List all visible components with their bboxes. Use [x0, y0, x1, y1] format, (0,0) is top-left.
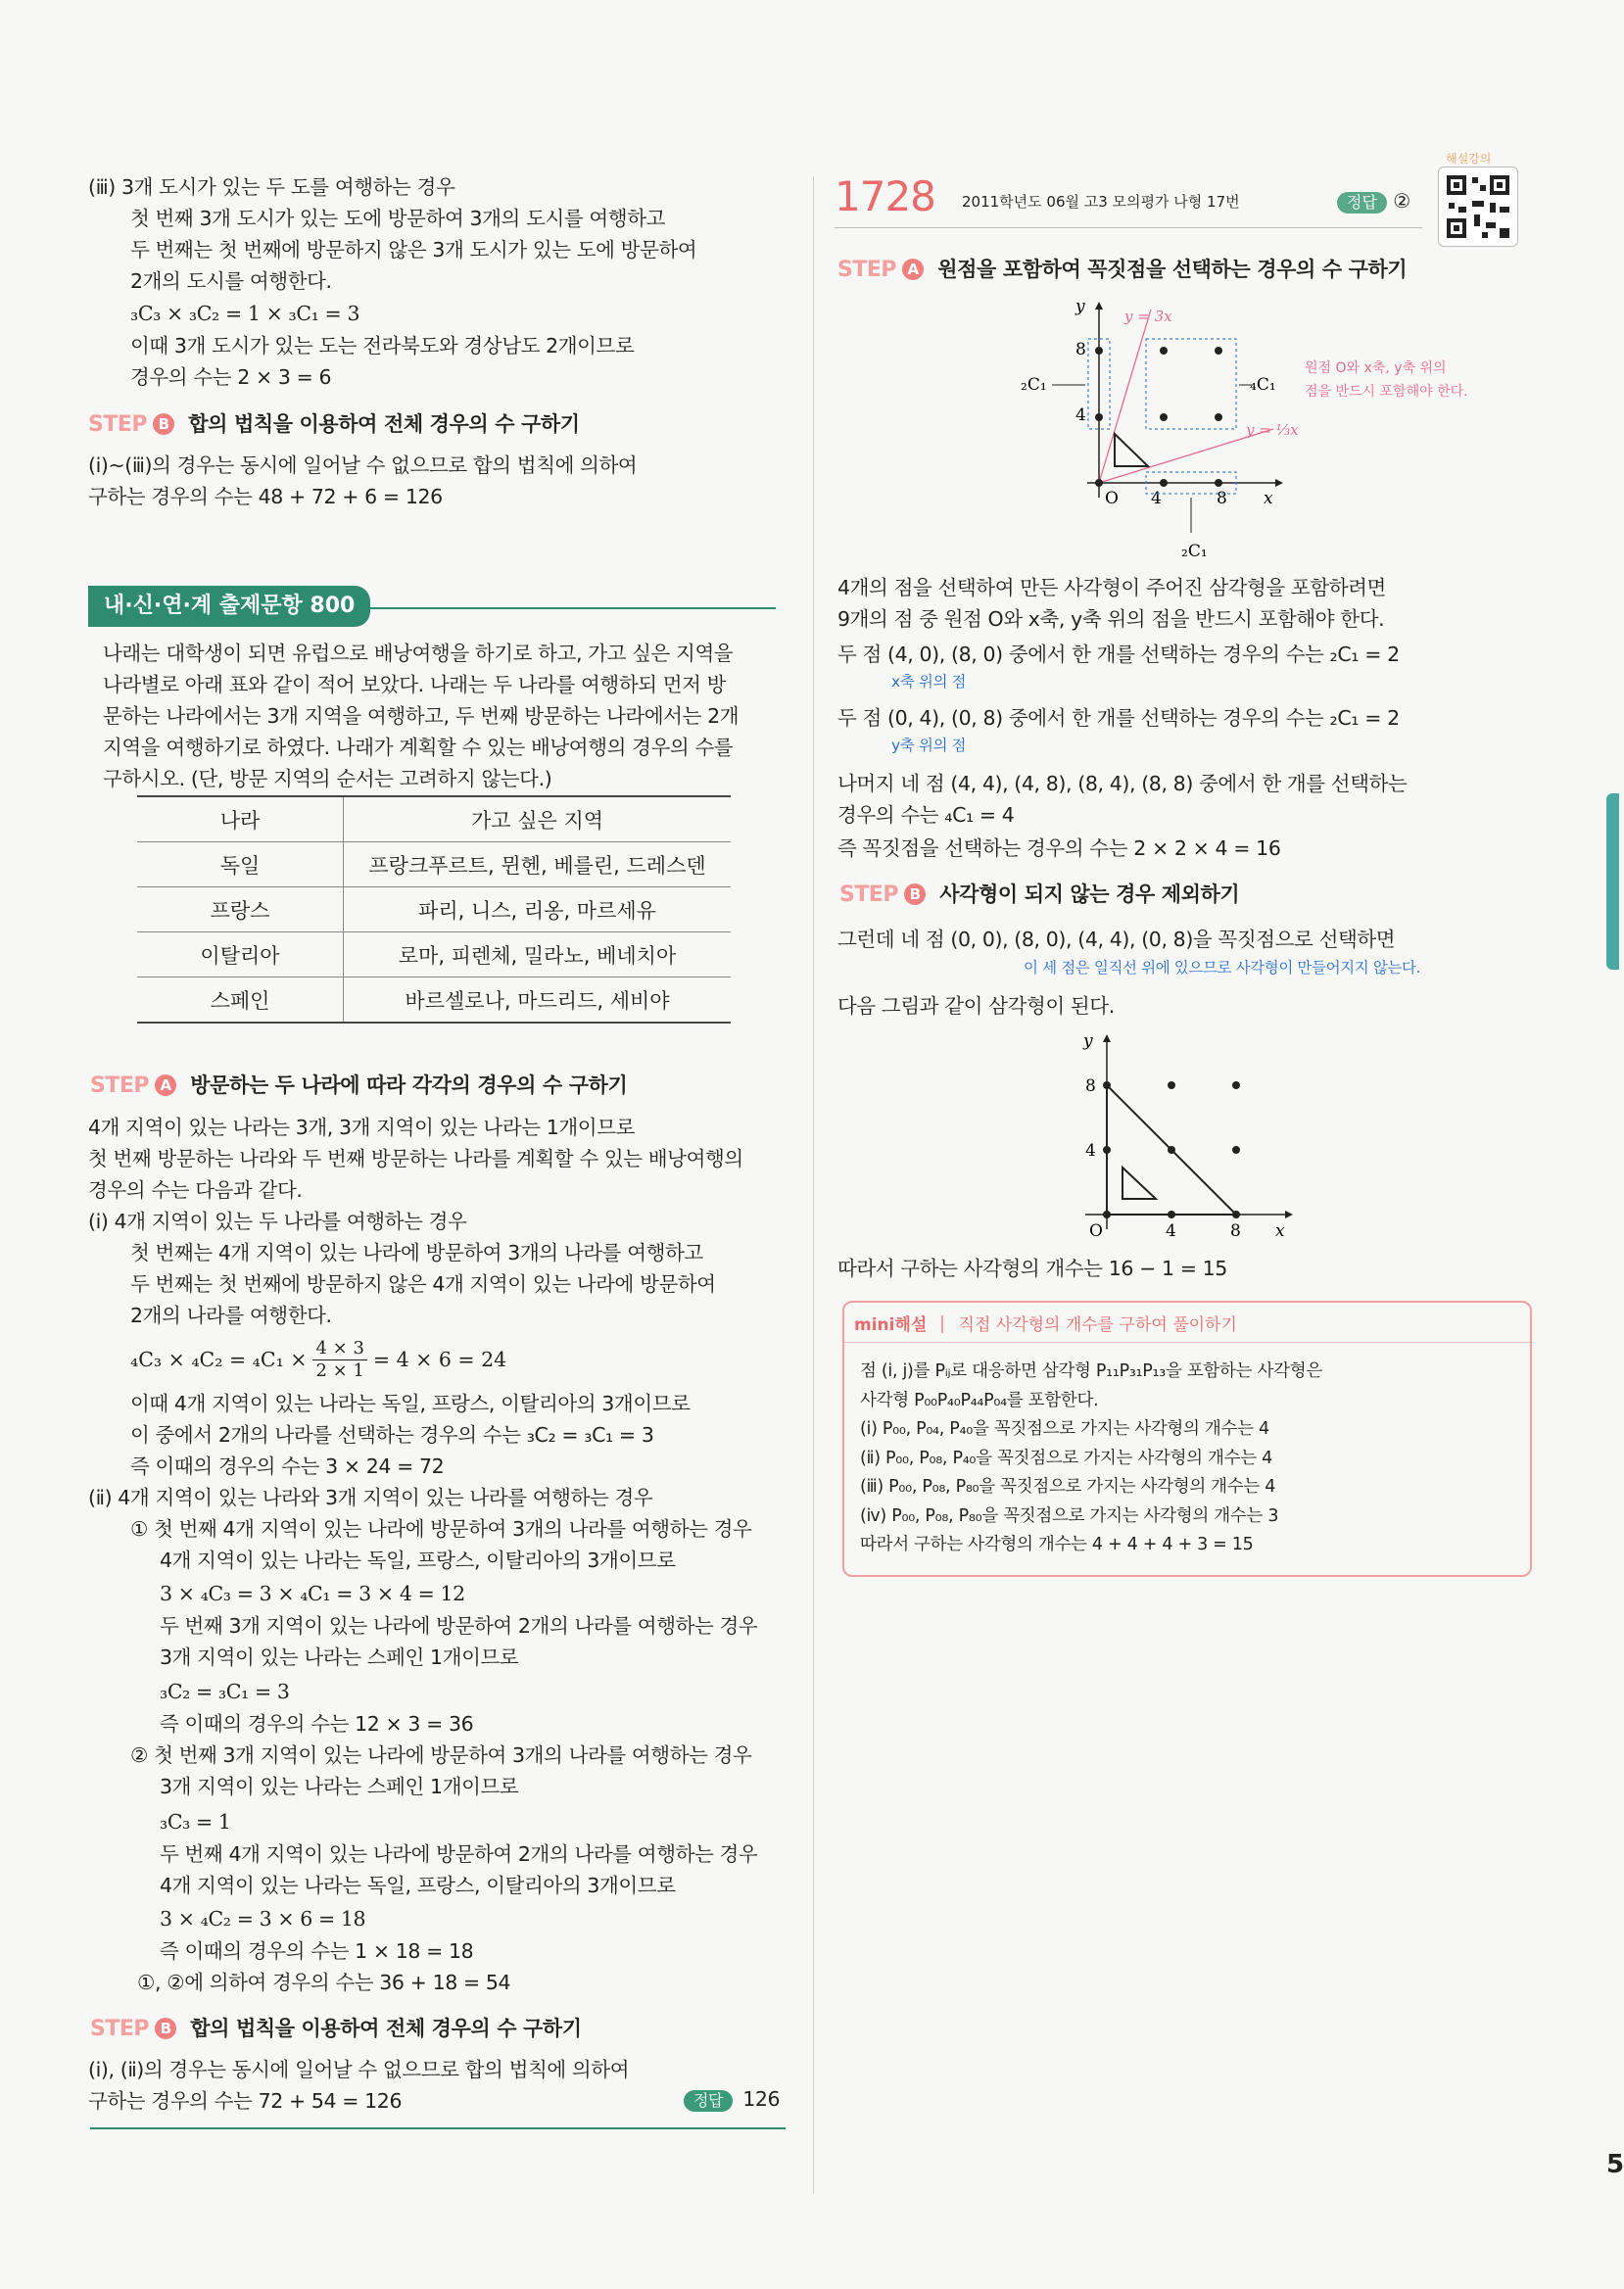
step-tag: STEP [90, 1073, 150, 1098]
lattice-graph-2 [1068, 1028, 1303, 1244]
lattice-point [1160, 413, 1168, 421]
case-i-line: 이 중에서 2개의 나라를 선택하는 경우의 수는 ₃C₂ = ₃C₁ = 3 [130, 1423, 654, 1447]
x-tick-4: 4 [1151, 489, 1162, 508]
table-cell: 파리, 니스, 리옹, 마르세유 [344, 887, 732, 932]
lattice-point [1215, 413, 1222, 421]
step-letter: A [902, 259, 924, 280]
group-count-bottom: ₂C₁ [1181, 542, 1208, 561]
case-iii-formula: ₃C₃ × ₃C₂ = 1 × ₃C₁ = 3 [130, 302, 360, 325]
lattice-point [1160, 479, 1168, 487]
case-i-formula [130, 1332, 506, 1387]
table-row [137, 842, 731, 887]
case-ii-line: 3 × ₄C₂ = 3 × 6 = 18 [160, 1907, 366, 1931]
page-number-edge: 5 [1606, 2150, 1624, 2179]
lattice-point [1232, 1211, 1240, 1218]
table-header-cell: 나라 [137, 796, 344, 842]
lattice-point [1103, 1211, 1111, 1218]
annotation-note: y축 위의 점 [891, 737, 967, 754]
case-ii-line: 두 번째 3개 지역이 있는 나라에 방문하여 2개의 나라를 여행하는 경우 [160, 1614, 758, 1638]
lattice-point [1095, 347, 1103, 355]
mini-line: (ⅲ) P₀₀, P₀₈, P₈₀을 꼭짓점으로 가지는 사각형의 개수는 4 [860, 1477, 1276, 1497]
case-ii-line: ①, ②에 의하여 경우의 수는 36 + 18 = 54 [137, 1971, 511, 1994]
step-letter: B [904, 883, 926, 905]
solution-line: 9개의 점 중 원점 O와 x축, y축 위의 점을 반드시 포함해야 한다. [837, 607, 1385, 631]
case-i-title: (ⅰ) 4개 지역이 있는 두 나라를 여행하는 경우 [88, 1210, 467, 1233]
solution-line: 경우의 수는 ₄C₁ = 4 [837, 803, 1015, 827]
fraction [312, 1338, 366, 1382]
y-axis-arrow [1095, 302, 1103, 310]
solution-line: 경우의 수는 다음과 같다. [88, 1178, 303, 1202]
lattice-point [1160, 347, 1168, 355]
y-axis-label: y [1083, 1031, 1093, 1051]
step-b-heading [88, 409, 580, 440]
answer-value: 126 [742, 2087, 781, 2111]
solution-line: 다음 그림과 같이 삼각형이 된다. [837, 994, 1115, 1018]
solution-line: 그런데 네 점 (0, 0), (8, 0), (4, 4), (0, 8)을 꼭짓점으로 선택하면 [837, 928, 1396, 951]
table-cell: 로마, 피렌체, 밀라노, 베네치아 [344, 932, 732, 978]
step-letter: A [155, 1074, 176, 1096]
step-letter: B [155, 2018, 176, 2039]
table-cell: 이탈리아 [137, 932, 344, 978]
y-tick-4: 4 [1085, 1141, 1096, 1161]
table-cell: 프랑크푸르트, 뮌헨, 베를린, 드레스덴 [344, 842, 732, 887]
given-triangle [1115, 434, 1148, 466]
mini-line: 사각형 P₀₀P₄₀P₄₄P₀₄를 포함한다. [860, 1391, 1099, 1410]
mini-solution-box [842, 1301, 1532, 1577]
case-ii-line: 즉 이때의 경우의 수는 1 × 18 = 18 [160, 1939, 474, 1963]
table-header-cell: 가고 싶은 지역 [344, 796, 732, 842]
x-axis-arrow [1285, 1211, 1293, 1218]
graph-note: 원점 O와 x축, y축 위의 [1305, 360, 1447, 376]
mini-line: (ⅰ) P₀₀, P₀₄, P₄₀을 꼭짓점으로 가지는 사각형의 개수는 4 [860, 1419, 1269, 1439]
section-end-rule [90, 2127, 786, 2129]
header-rule [835, 227, 1422, 228]
mini-line: (ⅳ) P₀₀, P₀₈, P₈₀을 꼭짓점으로 가지는 사각형의 개수는 3 [860, 1506, 1279, 1526]
x-axis-label: x [1275, 1221, 1285, 1241]
column-divider [813, 176, 814, 2194]
x-tick-8: 8 [1217, 489, 1227, 508]
case-ii-line: ② 첫 번째 3개 지역이 있는 나라에 방문하여 3개의 나라를 여행하는 경우 [130, 1743, 752, 1767]
banner-label: 내·신·연·계 출제문항 800 [88, 586, 370, 627]
lattice-point [1232, 1146, 1240, 1154]
mini-separator [941, 1315, 943, 1333]
table-cell: 바르셀로나, 마드리드, 세비야 [344, 978, 732, 1024]
step-title: 사각형이 되지 않는 경우 제외하기 [939, 882, 1240, 906]
y-axis-label: y [1075, 297, 1085, 316]
annotation-note: 이 세 점은 일직선 위에 있으므로 사각형이 만들어지지 않는다. [1024, 959, 1421, 977]
case-ii-line: 3 × ₄C₃ = 3 × ₄C₁ = 3 × 4 = 12 [160, 1582, 465, 1605]
solution-line: 나머지 네 점 (4, 4), (4, 8), (8, 4), (8, 8) 중에서 한 개를 선택하는 [837, 772, 1408, 795]
origin-label: O [1089, 1221, 1103, 1241]
step-title: 방문하는 두 나라에 따라 각각의 경우의 수 구하기 [190, 1073, 628, 1097]
case-ii-line: 즉 이때의 경우의 수는 12 × 3 = 36 [160, 1712, 474, 1736]
solution-line: 4개의 점을 선택하여 만든 사각형이 주어진 삼각형을 포함하려면 [837, 576, 1386, 599]
lattice-point [1215, 479, 1222, 487]
given-triangle [1122, 1168, 1156, 1199]
answer-value: ② [1393, 189, 1411, 213]
answer-badge: 정답 [1337, 192, 1387, 214]
table-header-row [137, 796, 731, 842]
lattice-point [1215, 347, 1222, 355]
group-box-right [1146, 339, 1236, 429]
case-ii-line: ₃C₂ = ₃C₁ = 3 [160, 1680, 290, 1703]
problem-source: 2011학년도 06월 고3 모의평가 나형 17번 [962, 193, 1240, 211]
case-iii-line: 이때 3개 도시가 있는 도는 전라북도와 경상남도 2개이므로 [130, 334, 635, 358]
step-title: 원점을 포함하여 꼭짓점을 선택하는 경우의 수 구하기 [937, 258, 1408, 281]
group-count-left: ₂C₁ [1021, 375, 1047, 395]
case-i-line: 2개의 나라를 여행한다. [130, 1304, 332, 1327]
case-iii-title: (ⅲ) 3개 도시가 있는 두 도를 여행하는 경우 [88, 175, 455, 199]
mini-title: 직접 사각형의 개수를 구하여 풀이하기 [958, 1315, 1237, 1335]
problem-number: 1728 [835, 172, 935, 220]
step-b-heading [839, 880, 1239, 910]
fraction-denominator: 2 × 1 [315, 1359, 364, 1381]
step-b-heading [90, 2014, 582, 2044]
y-axis-arrow [1103, 1034, 1111, 1042]
lattice-graph-1 [989, 292, 1499, 571]
lattice-point [1095, 479, 1103, 487]
answer-badge: 정답 [684, 2090, 733, 2112]
lattice-point [1168, 1146, 1175, 1154]
answer [1337, 189, 1410, 214]
step-b-line: (ⅰ), (ⅱ)의 경우는 동시에 일어날 수 없으므로 합의 법칙에 의하여 [88, 2058, 630, 2081]
problem-line: 나라별로 아래 표와 같이 적어 보았다. 나래는 두 나라를 여행하되 먼저 방 [103, 673, 727, 696]
case-ii-line: ① 첫 번째 4개 지역이 있는 나라에 방문하여 3개의 나라를 여행하는 경우 [130, 1517, 752, 1541]
step-title: 합의 법칙을 이용하여 전체 경우의 수 구하기 [188, 412, 580, 436]
problem-line: 구하시오. (단, 방문 지역의 순서는 고려하지 않는다.) [103, 767, 552, 790]
case-ii-line: 3개 지역이 있는 나라는 스페인 1개이므로 [160, 1775, 519, 1798]
x-axis-label: x [1264, 489, 1273, 508]
table-row [137, 887, 731, 932]
step-title: 합의 법칙을 이용하여 전체 경우의 수 구하기 [190, 2017, 582, 2040]
step-b-line: (ⅰ)~(ⅲ)의 경우는 동시에 일어날 수 없으므로 합의 법칙에 의하여 [88, 453, 638, 477]
edge-tab [1606, 793, 1619, 970]
qr-code [1438, 167, 1518, 247]
mini-tag: mini해설 [854, 1315, 928, 1335]
case-ii-line: 3개 지역이 있는 나라는 스페인 1개이므로 [160, 1645, 519, 1669]
case-iii-line: 경우의 수는 2 × 3 = 6 [130, 365, 332, 389]
mini-header-rule [844, 1342, 1530, 1343]
step-a-heading [837, 255, 1407, 285]
case-ii-line: 4개 지역이 있는 나라는 독일, 프랑스, 이탈리아의 3개이므로 [160, 1874, 676, 1897]
step-letter: B [153, 413, 174, 435]
y-tick-8: 8 [1085, 1076, 1096, 1096]
y-tick-8: 8 [1075, 340, 1086, 359]
problem-line: 지역을 여행하기로 하였다. 나래가 계획할 수 있는 배낭여행의 경우의 수를 [103, 736, 734, 759]
x-tick-8: 8 [1230, 1221, 1241, 1241]
case-i-line: 첫 번째는 4개 지역이 있는 나라에 방문하여 3개의 나라를 여행하고 [130, 1241, 703, 1264]
graph-note: 점을 반드시 포함해야 한다. [1305, 384, 1468, 400]
annotation-note: x축 위의 점 [891, 673, 967, 691]
case-i-line: 즉 이때의 경우의 수는 3 × 24 = 72 [130, 1454, 445, 1478]
mini-line: (ⅱ) P₀₀, P₀₈, P₄₀을 꼭짓점으로 가지는 사각형의 개수는 4 [860, 1449, 1272, 1468]
mini-line: 점 (i, j)를 Pᵢⱼ로 대응하면 삼각형 P₁₁P₃₁P₁₃을 포함하는 사각형은 [860, 1361, 1322, 1381]
lattice-point [1168, 1211, 1175, 1218]
case-ii-title: (ⅱ) 4개 지역이 있는 나라와 3개 지역이 있는 나라를 여행하는 경우 [88, 1486, 653, 1509]
table-row [137, 978, 731, 1024]
formula-right: = 4 × 6 = 24 [372, 1348, 507, 1371]
line-label-3x: y = 3x [1124, 308, 1172, 325]
lattice-point [1168, 1081, 1175, 1089]
x-axis-arrow [1275, 479, 1283, 487]
solution-line: 첫 번째 방문하는 나라와 두 번째 방문하는 나라를 계획할 수 있는 배낭여행의 [88, 1147, 743, 1170]
step-tag: STEP [88, 412, 148, 437]
lattice-point [1232, 1081, 1240, 1089]
solution-line: 따라서 구하는 사각형의 개수는 16 − 1 = 15 [837, 1257, 1227, 1280]
x-tick-4: 4 [1166, 1221, 1176, 1241]
lattice-point [1103, 1146, 1111, 1154]
lattice-point [1095, 413, 1103, 421]
fraction-numerator: 4 × 3 [312, 1338, 366, 1360]
step-tag: STEP [837, 258, 897, 282]
line-y-3x [1099, 310, 1151, 483]
lattice-point [1103, 1081, 1111, 1089]
solution-line: 두 점 (4, 0), (8, 0) 중에서 한 개를 선택하는 경우의 수는 ₂C₁ = 2 [837, 643, 1400, 666]
step-tag: STEP [90, 2017, 150, 2041]
case-iii-line: 첫 번째 3개 도시가 있는 도에 방문하여 3개의 도시를 여행하고 [130, 207, 666, 230]
case-ii-line: ₃C₃ = 1 [160, 1810, 231, 1834]
step-b-line: 구하는 경우의 수는 48 + 72 + 6 = 126 [88, 485, 443, 508]
group-count-right: ₄C₁ [1250, 375, 1276, 395]
country-table [137, 795, 731, 1024]
solution-line: 4개 지역이 있는 나라는 3개, 3개 지역이 있는 나라는 1개이므로 [88, 1116, 636, 1139]
table-cell: 스페인 [137, 978, 344, 1024]
problem-line: 나래는 대학생이 되면 유럽으로 배낭여행을 하기로 하고, 가고 싶은 지역을 [103, 642, 734, 665]
case-iii-line: 두 번째는 첫 번째에 방문하지 않은 3개 도시가 있는 도에 방문하여 [130, 238, 697, 262]
y-tick-4: 4 [1075, 405, 1086, 425]
case-iii-line: 2개의 도시를 여행한다. [130, 269, 332, 293]
qr-label: 해설강의 [1446, 152, 1492, 166]
origin-label: O [1105, 489, 1119, 508]
answer [684, 2084, 780, 2114]
case-i-line: 이때 4개 지역이 있는 나라는 독일, 프랑스, 이탈리아의 3개이므로 [130, 1392, 691, 1415]
line-label-third: y = ⅓x [1246, 421, 1299, 439]
table-row [137, 932, 731, 978]
step-b-line: 구하는 경우의 수는 72 + 54 = 126 [88, 2089, 403, 2113]
table-cell: 프랑스 [137, 887, 344, 932]
case-ii-line: 두 번째 4개 지역이 있는 나라에 방문하여 2개의 나라를 여행하는 경우 [160, 1842, 758, 1866]
solution-line: 두 점 (0, 4), (0, 8) 중에서 한 개를 선택하는 경우의 수는 ₂C₁ = 2 [837, 706, 1400, 730]
step-a-heading [90, 1071, 627, 1101]
solution-line: 즉 꼭짓점을 선택하는 경우의 수는 2 × 2 × 4 = 16 [837, 836, 1281, 860]
mini-line: 따라서 구하는 사각형의 개수는 4 + 4 + 4 + 3 = 15 [860, 1535, 1254, 1554]
mini-header [854, 1311, 1237, 1335]
table-cell: 독일 [137, 842, 344, 887]
case-i-line: 두 번째는 첫 번째에 방문하지 않은 4개 지역이 있는 나라에 방문하여 [130, 1272, 716, 1296]
case-ii-line: 4개 지역이 있는 나라는 독일, 프랑스, 이탈리아의 3개이므로 [160, 1549, 676, 1572]
problem-line: 문하는 나라에서는 3개 지역을 여행하고, 두 번째 방문하는 나라에서는 2개 [103, 704, 740, 728]
formula-left: ₄C₃ × ₄C₂ = ₄C₁ × [130, 1348, 308, 1371]
step-tag: STEP [839, 882, 899, 907]
